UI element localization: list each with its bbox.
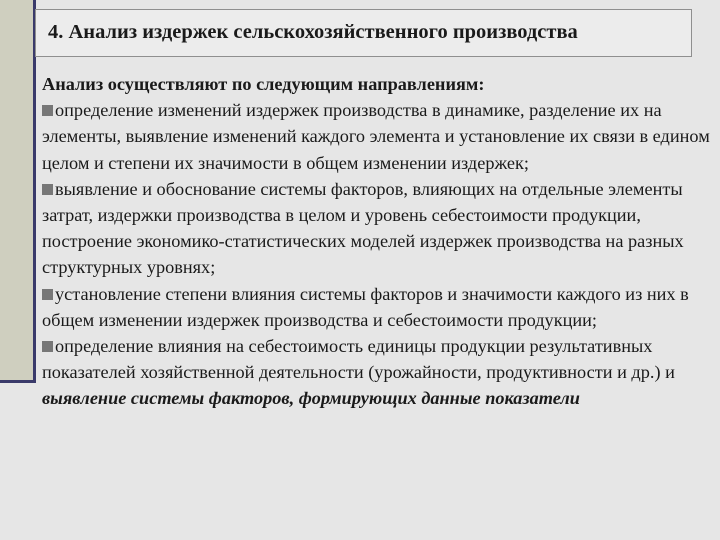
square-bullet-icon [42, 289, 53, 300]
bullet-item [42, 281, 714, 333]
slide-title: 4. Анализ издержек сельскохозяйственного производства [48, 21, 578, 43]
square-bullet-icon [42, 184, 53, 195]
bullet-text: установление степени влияния системы факторов и значимости каждого из них в общем изменении издержек производства и себестоимости продукции; [42, 283, 689, 330]
bullet-text: выявление и обоснование системы факторов, влияющих на отдельные элементы затрат, издержки производства в целом и уровень себестоимости продукции, построение экономико-статистических моделей издержек производства на разных структурных уровнях; [42, 178, 684, 278]
bullet-text: определение влияния на себестоимость единицы продукции результативных показателей хозяйственной деятельности (урожайности, продуктивности и др.) и [42, 336, 675, 383]
intro-text: Анализ осуществляют по следующим направлениям: [42, 74, 485, 94]
decorative-vertical-line [33, 0, 36, 383]
bullet-item [42, 97, 714, 176]
square-bullet-icon [42, 341, 53, 352]
square-bullet-icon [42, 105, 53, 116]
decorative-horizontal-tick [0, 380, 36, 383]
bullet-text: определение изменений издержек производства в динамике, разделение их на элементы, выявление изменений каждого элемента и установление их связи в едином целом и степени их значимости в общем изменении издержек; [42, 100, 710, 173]
emphasized-text: выявление системы факторов, формирующих данные показатели [42, 388, 580, 409]
bullet-item [42, 333, 714, 412]
slide-body [42, 71, 714, 412]
bullet-item [42, 176, 714, 281]
decorative-side-bar [0, 0, 35, 380]
